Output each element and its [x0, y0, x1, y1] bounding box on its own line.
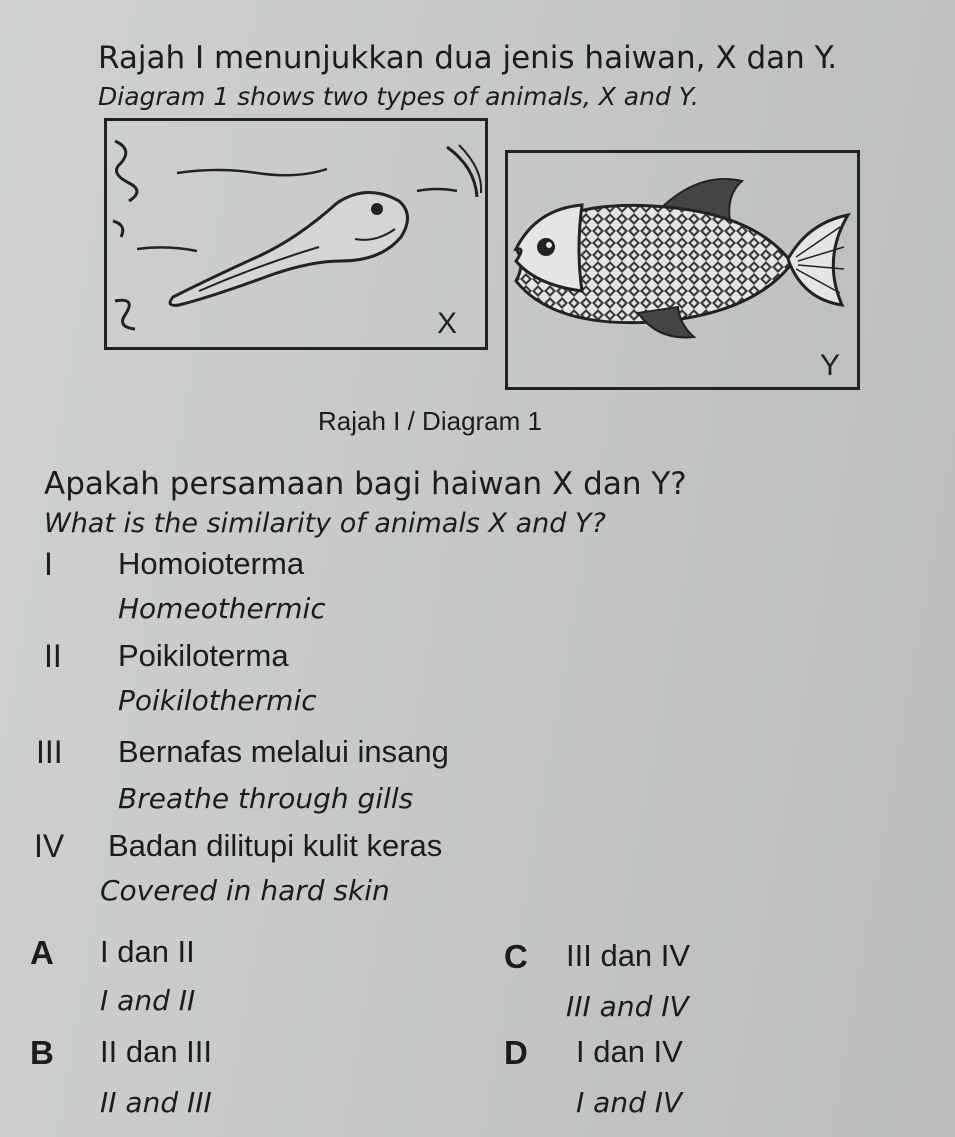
item-english: Breathe through gills: [118, 782, 414, 815]
diagram-y-panel: [505, 150, 860, 390]
option-letter[interactable]: D: [504, 1034, 528, 1071]
option-malay: III dan IV: [566, 938, 691, 973]
diagram-x-panel: [104, 118, 488, 350]
item-malay: Homoioterma: [118, 546, 305, 581]
item-malay: Badan dilitupi kulit keras: [108, 828, 443, 863]
item-numeral: III: [36, 734, 63, 770]
item-numeral: II: [44, 638, 62, 674]
item-numeral: IV: [34, 828, 65, 864]
option-letter[interactable]: A: [30, 934, 54, 971]
diagram-caption: Rajah I / Diagram 1: [318, 406, 542, 436]
item-english: Poikilothermic: [118, 684, 317, 717]
item-english: Homeothermic: [118, 592, 326, 625]
title-malay: Rajah I menunjukkan dua jenis haiwan, X dan Y.: [98, 40, 838, 76]
label-y: Y: [820, 349, 841, 382]
option-english: I and IV: [576, 1086, 683, 1119]
fish-illustration: [508, 153, 857, 387]
option-malay: I dan II: [100, 934, 195, 969]
item-malay: Bernafas melalui insang: [118, 734, 449, 769]
option-malay: I dan IV: [576, 1034, 683, 1069]
option-malay: II dan III: [100, 1034, 213, 1069]
option-letter[interactable]: B: [30, 1034, 54, 1071]
question-malay: Apakah persamaan bagi haiwan X dan Y?: [44, 466, 687, 502]
option-english: I and II: [100, 984, 196, 1017]
option-english: III and IV: [566, 990, 689, 1023]
tadpole-illustration: [107, 121, 485, 347]
option-letter[interactable]: C: [504, 938, 528, 975]
option-english: II and III: [100, 1086, 212, 1119]
item-english: Covered in hard skin: [100, 874, 390, 907]
item-malay: Poikiloterma: [118, 638, 289, 673]
question-english: What is the similarity of animals X and Y?: [44, 508, 606, 539]
label-x: X: [437, 307, 458, 340]
item-numeral: I: [44, 546, 53, 582]
title-english: Diagram 1 shows two types of animals, X and Y.: [98, 82, 699, 111]
